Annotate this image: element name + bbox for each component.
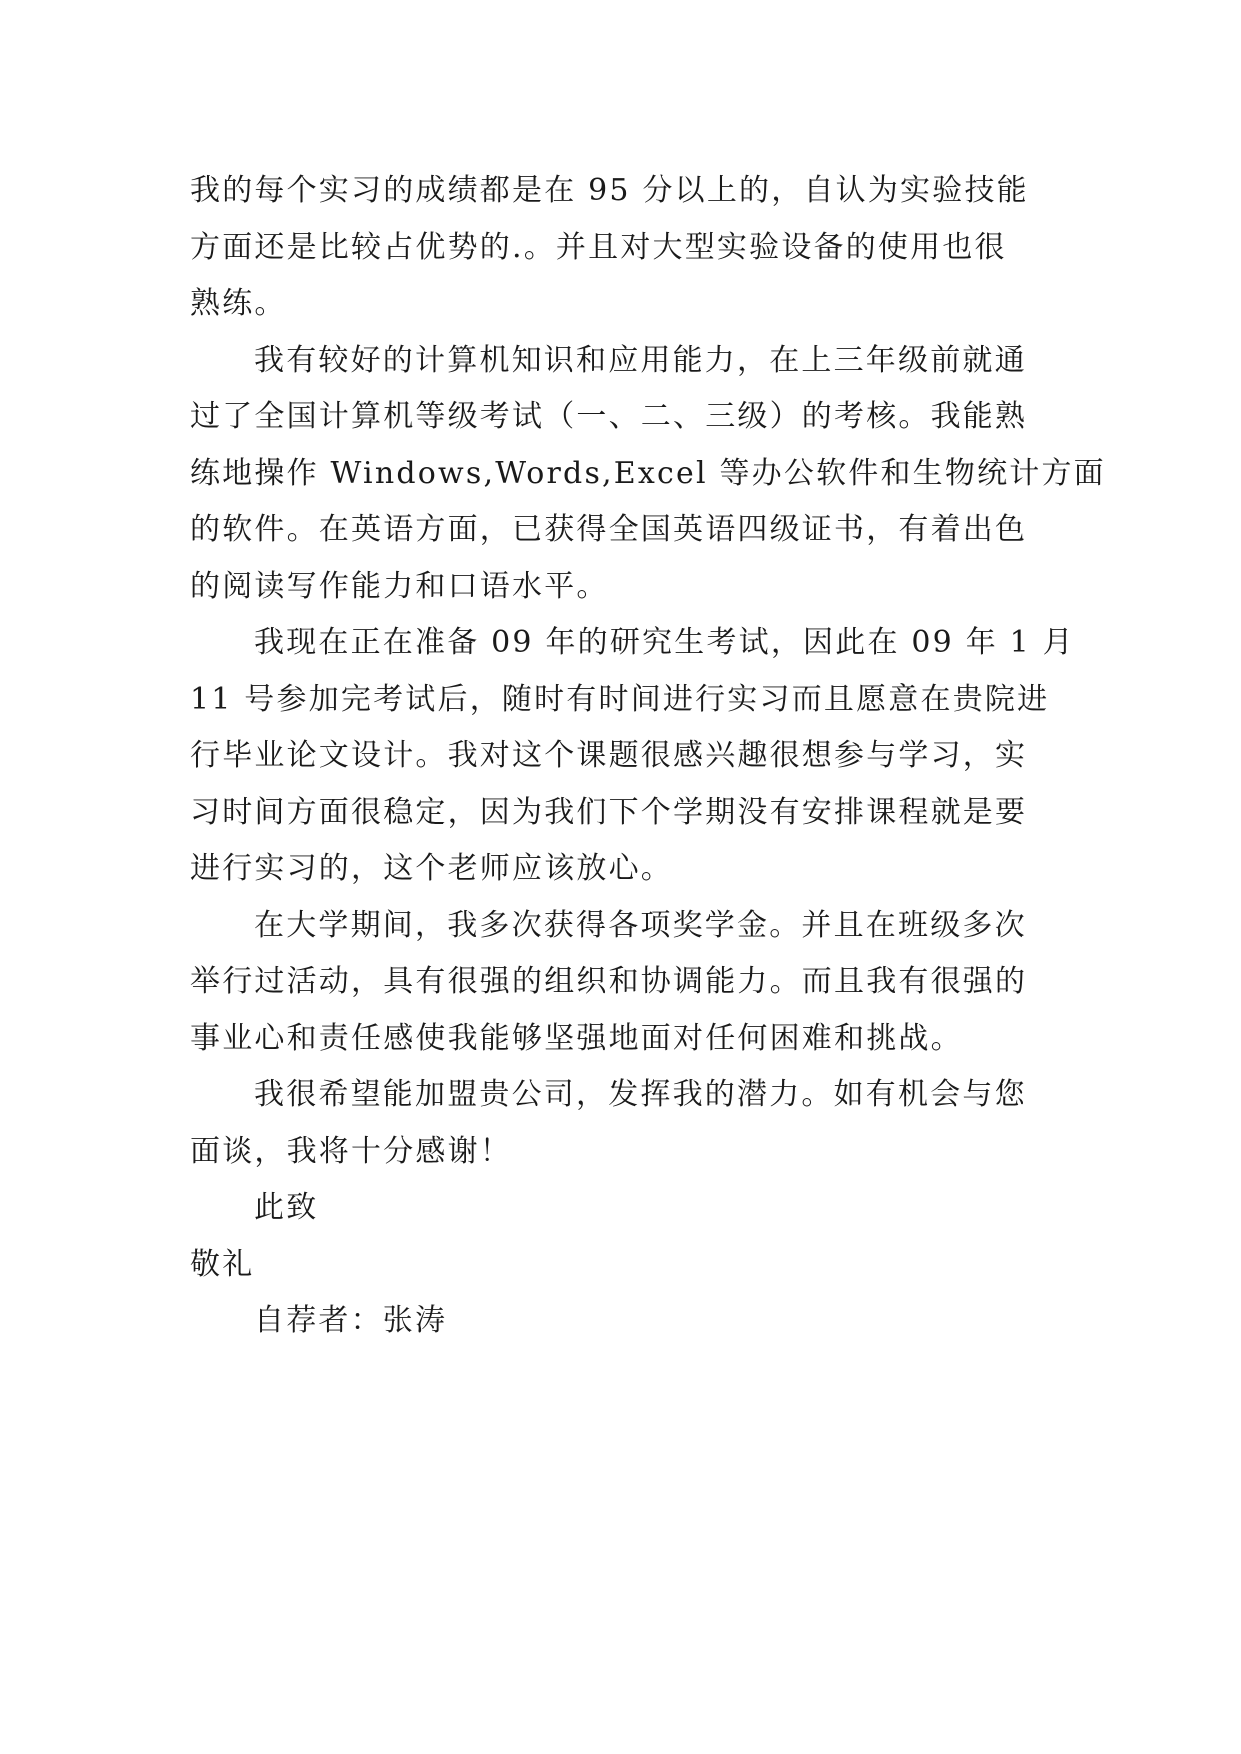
paragraph-line: 举行过活动，具有很强的组织和协调能力。而且我有很强的 <box>190 964 1028 999</box>
paragraph-line: 的阅读写作能力和口语水平。 <box>190 568 609 604</box>
paragraph-line: 练地操作 Windows,Words,Excel 等办公软件和生物统计方面 <box>190 455 1106 491</box>
paragraph-line: 我很希望能加盟贵公司，发挥我的潜力。如有机会与您 <box>254 1077 1027 1112</box>
closing <box>190 1180 1060 1350</box>
paragraph-line: 的软件。在英语方面，已获得全国英语四级证书，有着出色 <box>190 512 1028 547</box>
paragraph-line: 熟练。 <box>190 286 287 321</box>
paragraph-2 <box>190 333 1106 616</box>
paragraph-line: 我的每个实习的成绩都是在 95 分以上的，自认为实验技能 <box>190 173 1029 208</box>
paragraph-line: 我有较好的计算机知识和应用能力，在上三年级前就通 <box>254 342 1027 378</box>
paragraph-3 <box>190 615 1075 898</box>
paragraph-line: 习时间方面很稳定，因为我们下个学期没有安排课程就是要 <box>190 794 1028 830</box>
paragraph-line: 面谈，我将十分感谢！ <box>190 1133 512 1169</box>
paragraph-1 <box>190 163 1060 333</box>
letter-body <box>190 163 1106 1350</box>
paragraph-line: 行毕业论文设计。我对这个课题很感兴趣很想参与学习，实 <box>190 738 1028 773</box>
paragraph-line: 11 号参加完考试后，随时有时间进行实习而且愿意在贵院进 <box>190 681 1050 717</box>
paragraph-line: 方面还是比较占优势的.。并且对大型实验设备的使用也很 <box>190 229 1007 265</box>
regards: 敬礼 <box>190 1246 255 1282</box>
signature: 自荐者：张涛 <box>254 1303 448 1338</box>
paragraph-line: 我现在正在准备 09 年的研究生考试，因此在 09 年 1 月 <box>254 625 1075 660</box>
paragraph-line: 进行实习的，这个老师应该放心。 <box>190 851 673 886</box>
paragraph-line: 过了全国计算机等级考试（一、二、三级）的考核。我能熟 <box>190 399 1028 434</box>
paragraph-4 <box>190 898 1060 1068</box>
salutation: 此致 <box>254 1190 319 1225</box>
paragraph-5 <box>190 1067 1060 1180</box>
paragraph-line: 在大学期间，我多次获得各项奖学金。并且在班级多次 <box>254 907 1027 943</box>
paragraph-line: 事业心和责任感使我能够坚强地面对任何困难和挑战。 <box>190 1020 963 1056</box>
